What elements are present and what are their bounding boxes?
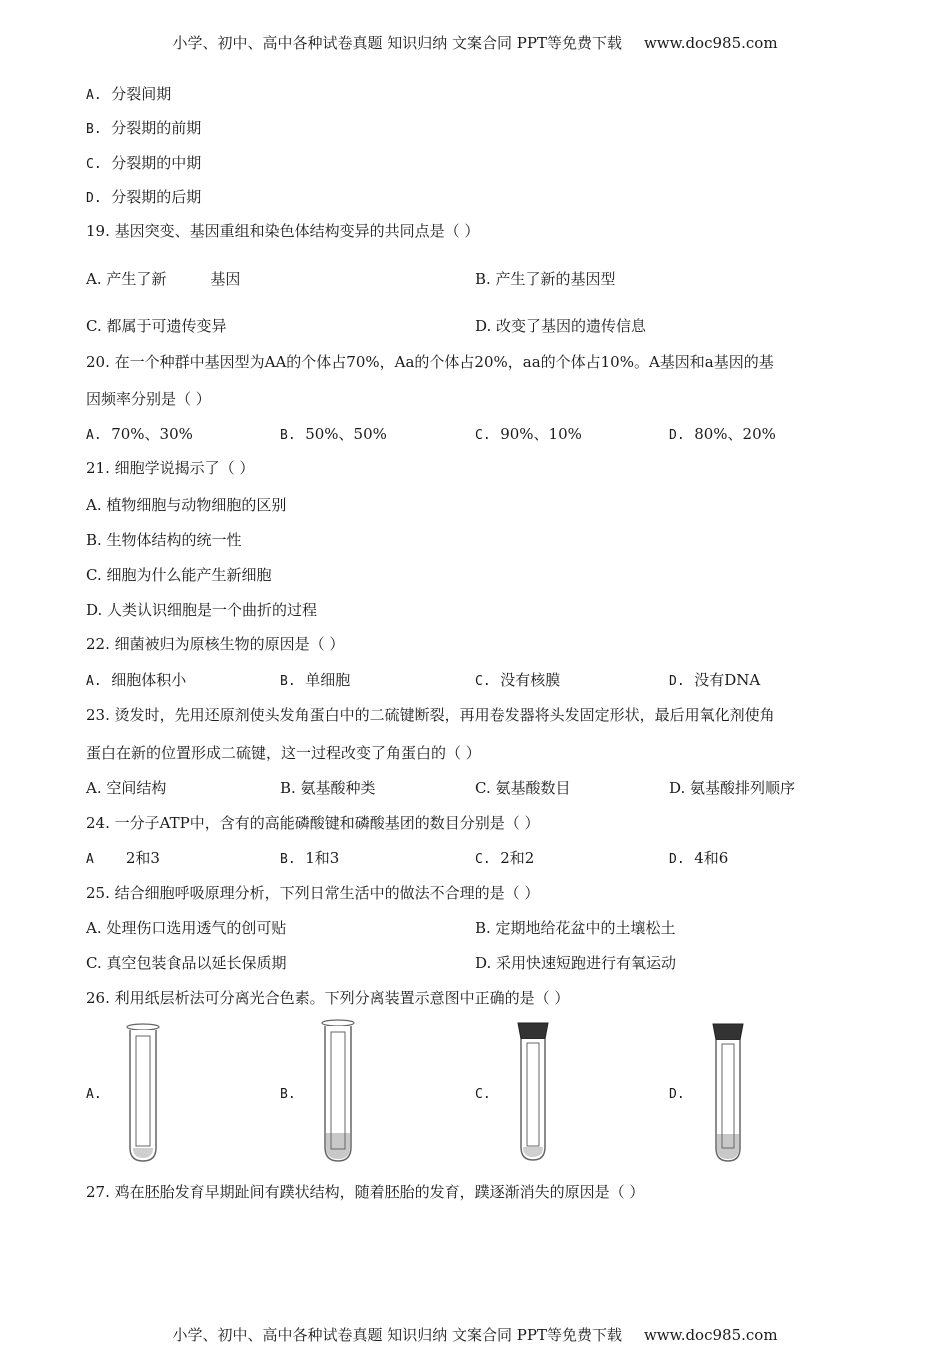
- q22-option-b: B. 单细胞: [280, 671, 351, 689]
- q20-option-a: A. 70%、30%: [86, 425, 193, 443]
- q26-option-b-label: B.: [280, 1087, 296, 1102]
- q19-option-c: C. 都属于可遗传变异: [86, 317, 227, 335]
- page-footer: [0, 1324, 950, 1345]
- q26-figure-c-tube-stoppered: [508, 1019, 558, 1165]
- q23-stem-line2: 蛋白在新的位置形成二硫键，这一过程改变了角蛋白的（ ）: [86, 744, 481, 762]
- q19-option-a: A. 产生了新 基因: [86, 270, 241, 288]
- q26-option-d-label: D.: [669, 1087, 685, 1102]
- q18-option-d: D. 分裂期的后期: [86, 188, 202, 206]
- q21-stem: 21. 细胞学说揭示了（ ）: [86, 459, 255, 477]
- page-header: [0, 32, 950, 53]
- q20-option-c: C. 90%、10%: [475, 425, 582, 443]
- q26-stem: 26. 利用纸层析法可分离光合色素。下列分离装置示意图中正确的是（ ）: [86, 989, 570, 1007]
- q18-option-c: C. 分裂期的中期: [86, 154, 202, 172]
- q20-stem-line2: 因频率分别是（ ）: [86, 390, 211, 408]
- q26-figure-d-tube-stoppered-solvent: [703, 1020, 753, 1166]
- q22-option-c: C. 没有核膜: [475, 671, 561, 689]
- q24-option-c: C. 2和2: [475, 849, 535, 867]
- q24-option-b: B. 1和3: [280, 849, 340, 867]
- footer-site: www.doc985.com: [643, 1326, 778, 1344]
- q24-option-d: D. 4和6: [669, 849, 729, 867]
- footer-text: 小学、初中、高中各种试卷真题 知识归纳 文案合同 PPT等免费下载: [172, 1326, 622, 1344]
- q27-stem: 27. 鸡在胚胎发育早期趾间有蹼状结构，随着胚胎的发育，蹼逐渐消失的原因是（ ）: [86, 1183, 645, 1201]
- q21-option-a: A. 植物细胞与动物细胞的区别: [86, 496, 287, 514]
- q22-option-a: A. 细胞体积小: [86, 671, 187, 689]
- q26-figure-a-tube-open: [118, 1020, 168, 1165]
- q20-stem-line1: 20. 在一个种群中基因型为AA的个体占70%，Aa的个体占20%，aa的个体占10%。A基因和a基因的基: [86, 353, 774, 371]
- q23-option-b: B. 氨基酸种类: [280, 779, 376, 797]
- q25-option-d: D. 采用快速短跑进行有氧运动: [475, 954, 677, 972]
- q26-figure-b-tube-open-solvent: [313, 1017, 363, 1165]
- q22-stem: 22. 细菌被归为原核生物的原因是（ ）: [86, 635, 345, 653]
- q26-option-a-label: A.: [86, 1087, 102, 1102]
- q22-option-d: D. 没有DNA: [669, 671, 761, 689]
- q26-option-c-label: C.: [475, 1087, 491, 1102]
- q25-stem: 25. 结合细胞呼吸原理分析，下列日常生活中的做法不合理的是（ ）: [86, 884, 540, 902]
- q25-option-b: B. 定期地给花盆中的土壤松土: [475, 919, 676, 937]
- q21-option-d: D. 人类认识细胞是一个曲折的过程: [86, 601, 318, 619]
- header-site: www.doc985.com: [643, 34, 778, 52]
- q23-option-a: A. 空间结构: [86, 779, 167, 797]
- header-text: 小学、初中、高中各种试卷真题 知识归纳 文案合同 PPT等免费下载: [172, 34, 622, 52]
- q23-option-c: C. 氨基酸数目: [475, 779, 571, 797]
- q23-option-d: D. 氨基酸排列顺序: [669, 779, 796, 797]
- q18-option-b: B. 分裂期的前期: [86, 119, 202, 137]
- q21-option-c: C. 细胞为什么能产生新细胞: [86, 566, 272, 584]
- q19-stem: 19. 基因突变、基因重组和染色体结构变异的共同点是（ ）: [86, 222, 480, 240]
- q24-option-a: A 2和3: [86, 849, 160, 867]
- q20-option-d: D. 80%、20%: [669, 425, 776, 443]
- q21-option-b: B. 生物体结构的统一性: [86, 531, 242, 549]
- q19-option-d: D. 改变了基因的遗传信息: [475, 317, 647, 335]
- q20-option-b: B. 50%、50%: [280, 425, 387, 443]
- q23-stem-line1: 23. 烫发时，先用还原剂使头发角蛋白中的二硫键断裂，再用卷发器将头发固定形状，最后用氧化剂使角: [86, 706, 775, 724]
- q25-option-c: C. 真空包装食品以延长保质期: [86, 954, 287, 972]
- q19-option-b: B. 产生了新的基因型: [475, 270, 616, 288]
- q18-option-a: A. 分裂间期: [86, 85, 172, 103]
- q25-option-a: A. 处理伤口选用透气的创可贴: [86, 919, 287, 937]
- q24-stem: 24. 一分子ATP中，含有的高能磷酸键和磷酸基团的数目分别是（ ）: [86, 814, 540, 832]
